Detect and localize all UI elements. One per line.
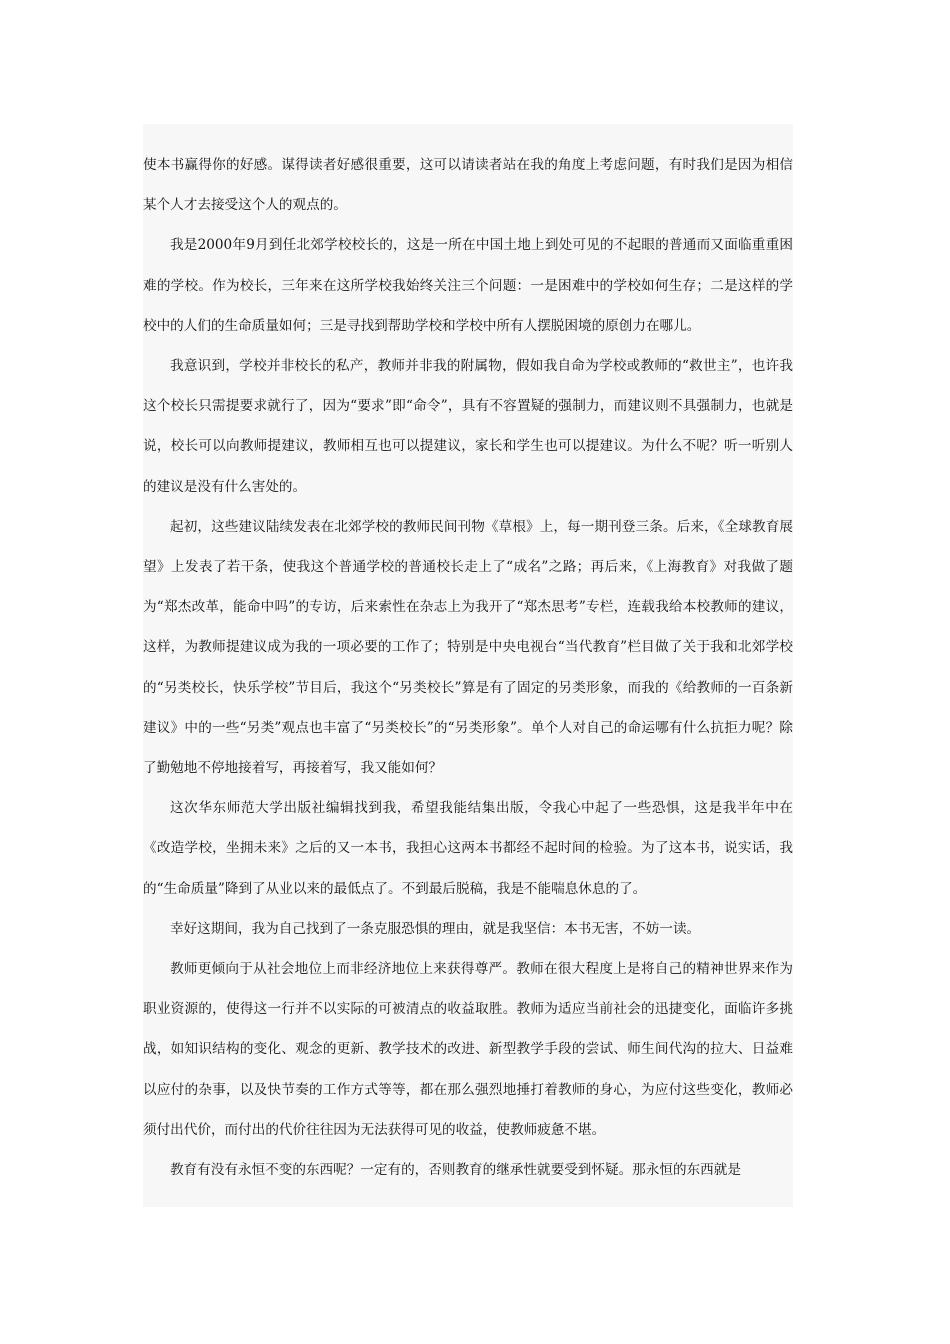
paragraph-8: 教育有没有永恒不变的东西呢？一定有的，否则教育的继承性就要受到怀疑。那永恒的东西就是 <box>170 1162 741 1179</box>
paragraph-4: 起初，这些建议陆续发表在北郊学校的教师民间刊物《草根》上，每一期刊登三条。后来，《全球教育展望》上发表了若干条，使我这个普通学校的普通校长走上了“成名”之路；再后来，《上海教育》对我做了题为“郑杰改革，能命中吗”的专访，后来索性在杂志上为我开了“郑杰思考”专栏，连载我给本校教师的建议，这样，为教师提建议成为我的一项必要的工作了；特别是中央电视台“当代教育”栏目做了关于我和北郊学校的“另类校长，快乐学校”节目后，我这个“另类校长”算是有了固定的另类形象，而我的《给教师的一百条新建议》中的一些“另类”观点也丰富了“另类校长”的“另类形象”。单个人对自己的命运哪有什么抗拒力呢？除了勤勉地不停地接着写，再接着写，我又能如何？ <box>143 518 793 777</box>
document-page <box>143 124 793 1207</box>
document-body <box>143 124 793 1190</box>
paragraph-1: 使本书赢得你的好感。谋得读者好感很重要，这可以请读者站在我的角度上考虑问题，有时我们是因为相信某个人才去接受这个人的观点的。 <box>143 157 793 214</box>
paragraph-3: 我意识到，学校并非校长的私产，教师并非我的附属物，假如我自命为学校或教师的“救世主”，也许我这个校长只需提要求就行了，因为“要求”即“命令”，具有不容置疑的强制力，而建议则不具强制力，也就是说，校长可以向教师提建议，教师相互也可以提建议，家长和学生也可以提建议。为什么不呢？听一听别人的建议是没有什么害处的。 <box>143 358 793 495</box>
paragraph-5: 这次华东师范大学出版社编辑找到我，希望我能结集出版，令我心中起了一些恐惧，这是我半年中在《改造学校，坐拥未来》之后的又一本书，我担心这两本书都经不起时间的检验。为了这本书，说实话，我的“生命质量”降到了从业以来的最低点了。不到最后脱稿，我是不能喘息休息的了。 <box>143 800 793 897</box>
paragraph-6: 幸好这期间，我为自己找到了一条克服恐惧的理由，就是我坚信：本书无害，不妨一读。 <box>170 920 701 937</box>
paragraph-2: 我是2000年9月到任北郊学校校长的，这是一所在中国土地上到处可见的不起眼的普通而又面临重重困难的学校。作为校长，三年来在这所学校我始终关注三个问题：一是困难中的学校如何生存；二是这样的学校中的人们的生命质量如何；三是寻找到帮助学校和学校中所有人摆脱困境的原创力在哪儿。 <box>143 237 793 334</box>
paragraph-7: 教师更倾向于从社会地位上而非经济地位上来获得尊严。教师在很大程度上是将自己的精神世界来作为职业资源的，使得这一行并不以实际的可被清点的收益取胜。教师为适应当前社会的迅捷变化，面临许多挑战，如知识结构的变化、观念的更新、教学技术的改进、新型教学手段的尝试、师生间代沟的拉大、日益难以应付的杂事，以及快节奏的工作方式等等，都在那么强烈地捶打着教师的身心，为应付这些变化，教师必须付出代价，而付出的代价往往因为无法获得可见的收益，使教师疲惫不堪。 <box>143 961 793 1138</box>
